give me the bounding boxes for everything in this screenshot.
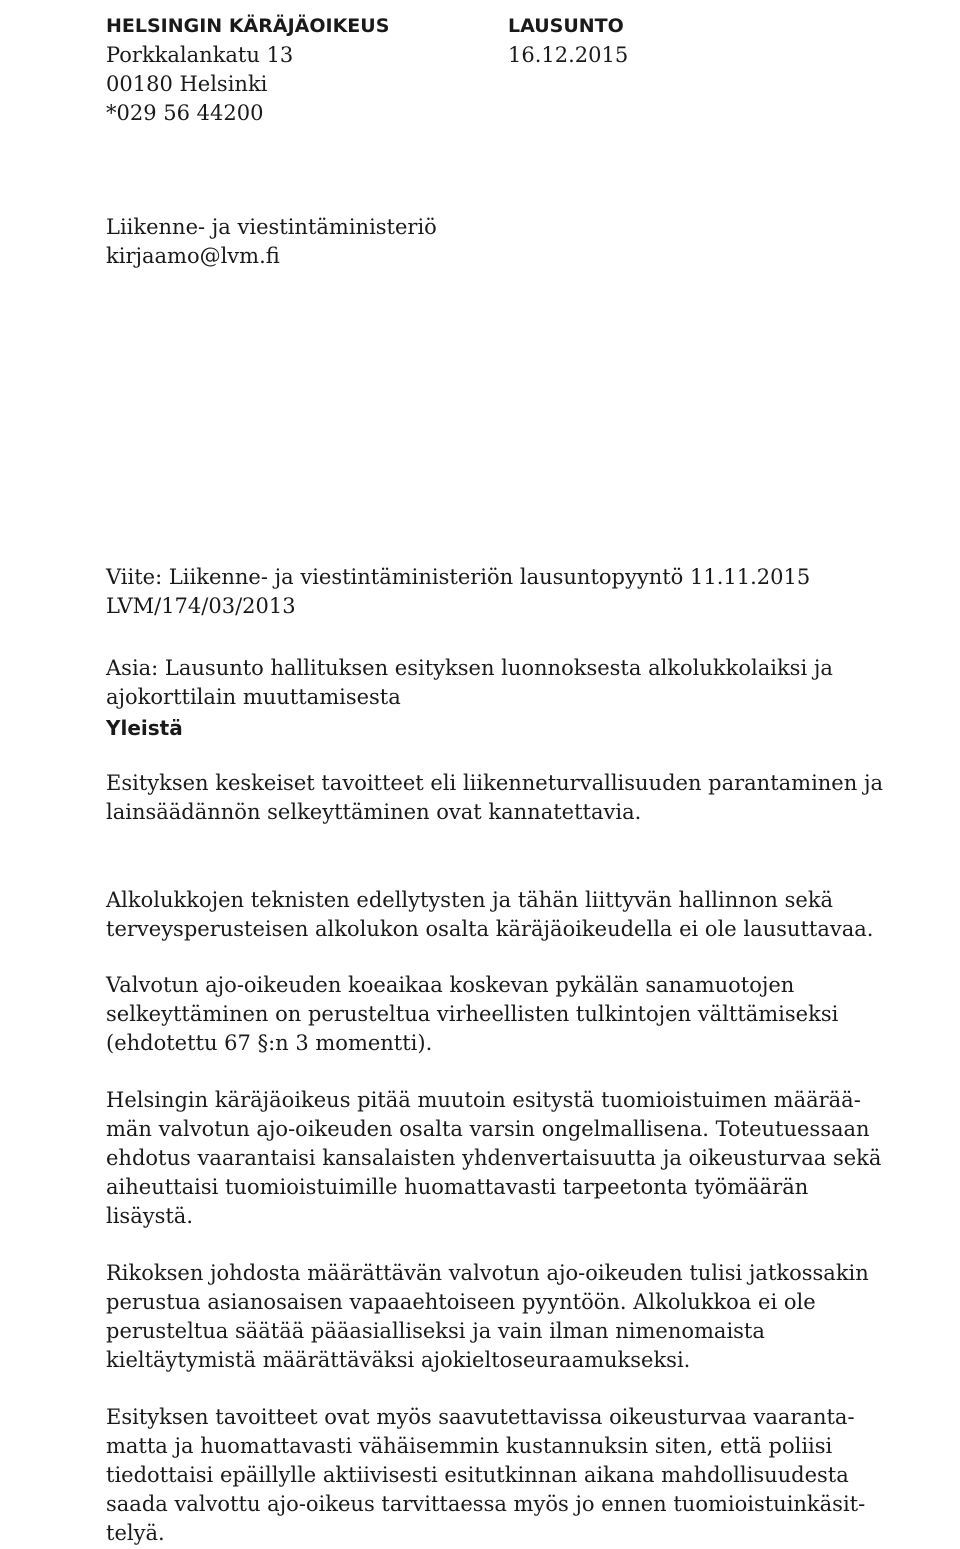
sender-street: Porkkalankatu 13 [106, 43, 294, 67]
paragraph-line: tiedottaisi epäillylle aktiivisesti esitutkinnan aikana mahdollisuudesta [106, 1463, 849, 1487]
subject-line-1: Asia: Lausunto hallituksen esityksen luonnoksesta alkolukkolaiksi ja [106, 656, 833, 680]
paragraph-line: selkeyttäminen on perusteltua virheellisten tulkintojen välttämiseksi [106, 1002, 839, 1026]
paragraph-line: ehdotus vaarantaisi kansalaisten yhdenvertaisuutta ja oikeusturvaa sekä [106, 1146, 882, 1170]
paragraph-line: män valvotun ajo-oikeuden osalta varsin ongelmallisena. Toteutuessaan [106, 1117, 870, 1141]
reference-block [106, 563, 810, 621]
section-heading: Yleistä [106, 716, 183, 740]
paragraph-line: kieltäytymistä määrättäväksi ajokieltoseuraamukseksi. [106, 1348, 691, 1372]
recipient-email: kirjaamo@lvm.fi [106, 244, 280, 268]
paragraph-court-view [106, 1086, 906, 1231]
recipient-name: Liikenne- ja viestintäministeriö [106, 215, 437, 239]
paragraph-line: Valvotun ajo-oikeuden koeaikaa koskevan pykälän sanamuotojen [106, 973, 795, 997]
paragraph-line: Esityksen keskeiset tavoitteet eli liikenneturvallisuuden parantaminen ja [106, 771, 883, 795]
sender-phone: *029 56 44200 [106, 101, 264, 125]
paragraph-line: (ehdotettu 67 §:n 3 momentti). [106, 1031, 433, 1055]
paragraph-voluntary [106, 1259, 906, 1375]
paragraph-line: Alkolukkojen teknisten edellytysten ja tähän liittyvän hallinnon sekä [106, 888, 834, 912]
paragraph-goals [106, 769, 906, 827]
paragraph-line: perustua asianosaisen vapaaehtoiseen pyyntöön. Alkolukkoa ei ole [106, 1290, 816, 1314]
document-date: 16.12.2015 [508, 43, 629, 67]
court-name: HELSINGIN KÄRÄJÄOIKEUS [106, 15, 390, 37]
paragraph-alternatives [106, 1403, 906, 1548]
paragraph-line: matta ja huomattavasti vähäisemmin kustannuksin siten, että poliisi [106, 1434, 833, 1458]
paragraph-alcolock-technical [106, 886, 906, 944]
paragraph-line: Esityksen tavoitteet ovat myös saavutettavissa oikeusturvaa vaaranta- [106, 1405, 855, 1429]
document-meta [508, 12, 808, 70]
sender-city: 00180 Helsinki [106, 72, 268, 96]
document-type: LAUSUNTO [508, 15, 624, 37]
sender-block [106, 12, 486, 128]
reference-line-1: Viite: Liikenne- ja viestintäministeriön lausuntopyyntö 11.11.2015 [106, 565, 811, 589]
subject-block [106, 654, 833, 712]
paragraph-line: lainsäädännön selkeyttäminen ovat kannatettavia. [106, 800, 642, 824]
paragraph-probation [106, 971, 906, 1058]
paragraph-line: telyä. [106, 1521, 165, 1545]
paragraph-line: aiheuttaisi tuomioistuimille huomattavasti tarpeetonta työmäärän [106, 1175, 809, 1199]
paragraph-line: terveysperusteisen alkolukon osalta käräjäoikeudella ei ole lausuttavaa. [106, 917, 874, 941]
paragraph-line: Helsingin käräjäoikeus pitää muutoin esitystä tuomioistuimen määrää- [106, 1088, 861, 1112]
paragraph-line: Rikoksen johdosta määrättävän valvotun ajo-oikeuden tulisi jatkossakin [106, 1261, 869, 1285]
subject-line-2: ajokorttilain muuttamisesta [106, 685, 401, 709]
paragraph-line: perusteltua säätää pääasialliseksi ja vain ilman nimenomaista [106, 1319, 765, 1343]
paragraph-line: saada valvottu ajo-oikeus tarvittaessa myös jo ennen tuomioistuinkäsit- [106, 1492, 866, 1516]
reference-line-2: LVM/174/03/2013 [106, 594, 296, 618]
paragraph-line: lisäystä. [106, 1204, 194, 1228]
recipient-block [106, 213, 437, 271]
